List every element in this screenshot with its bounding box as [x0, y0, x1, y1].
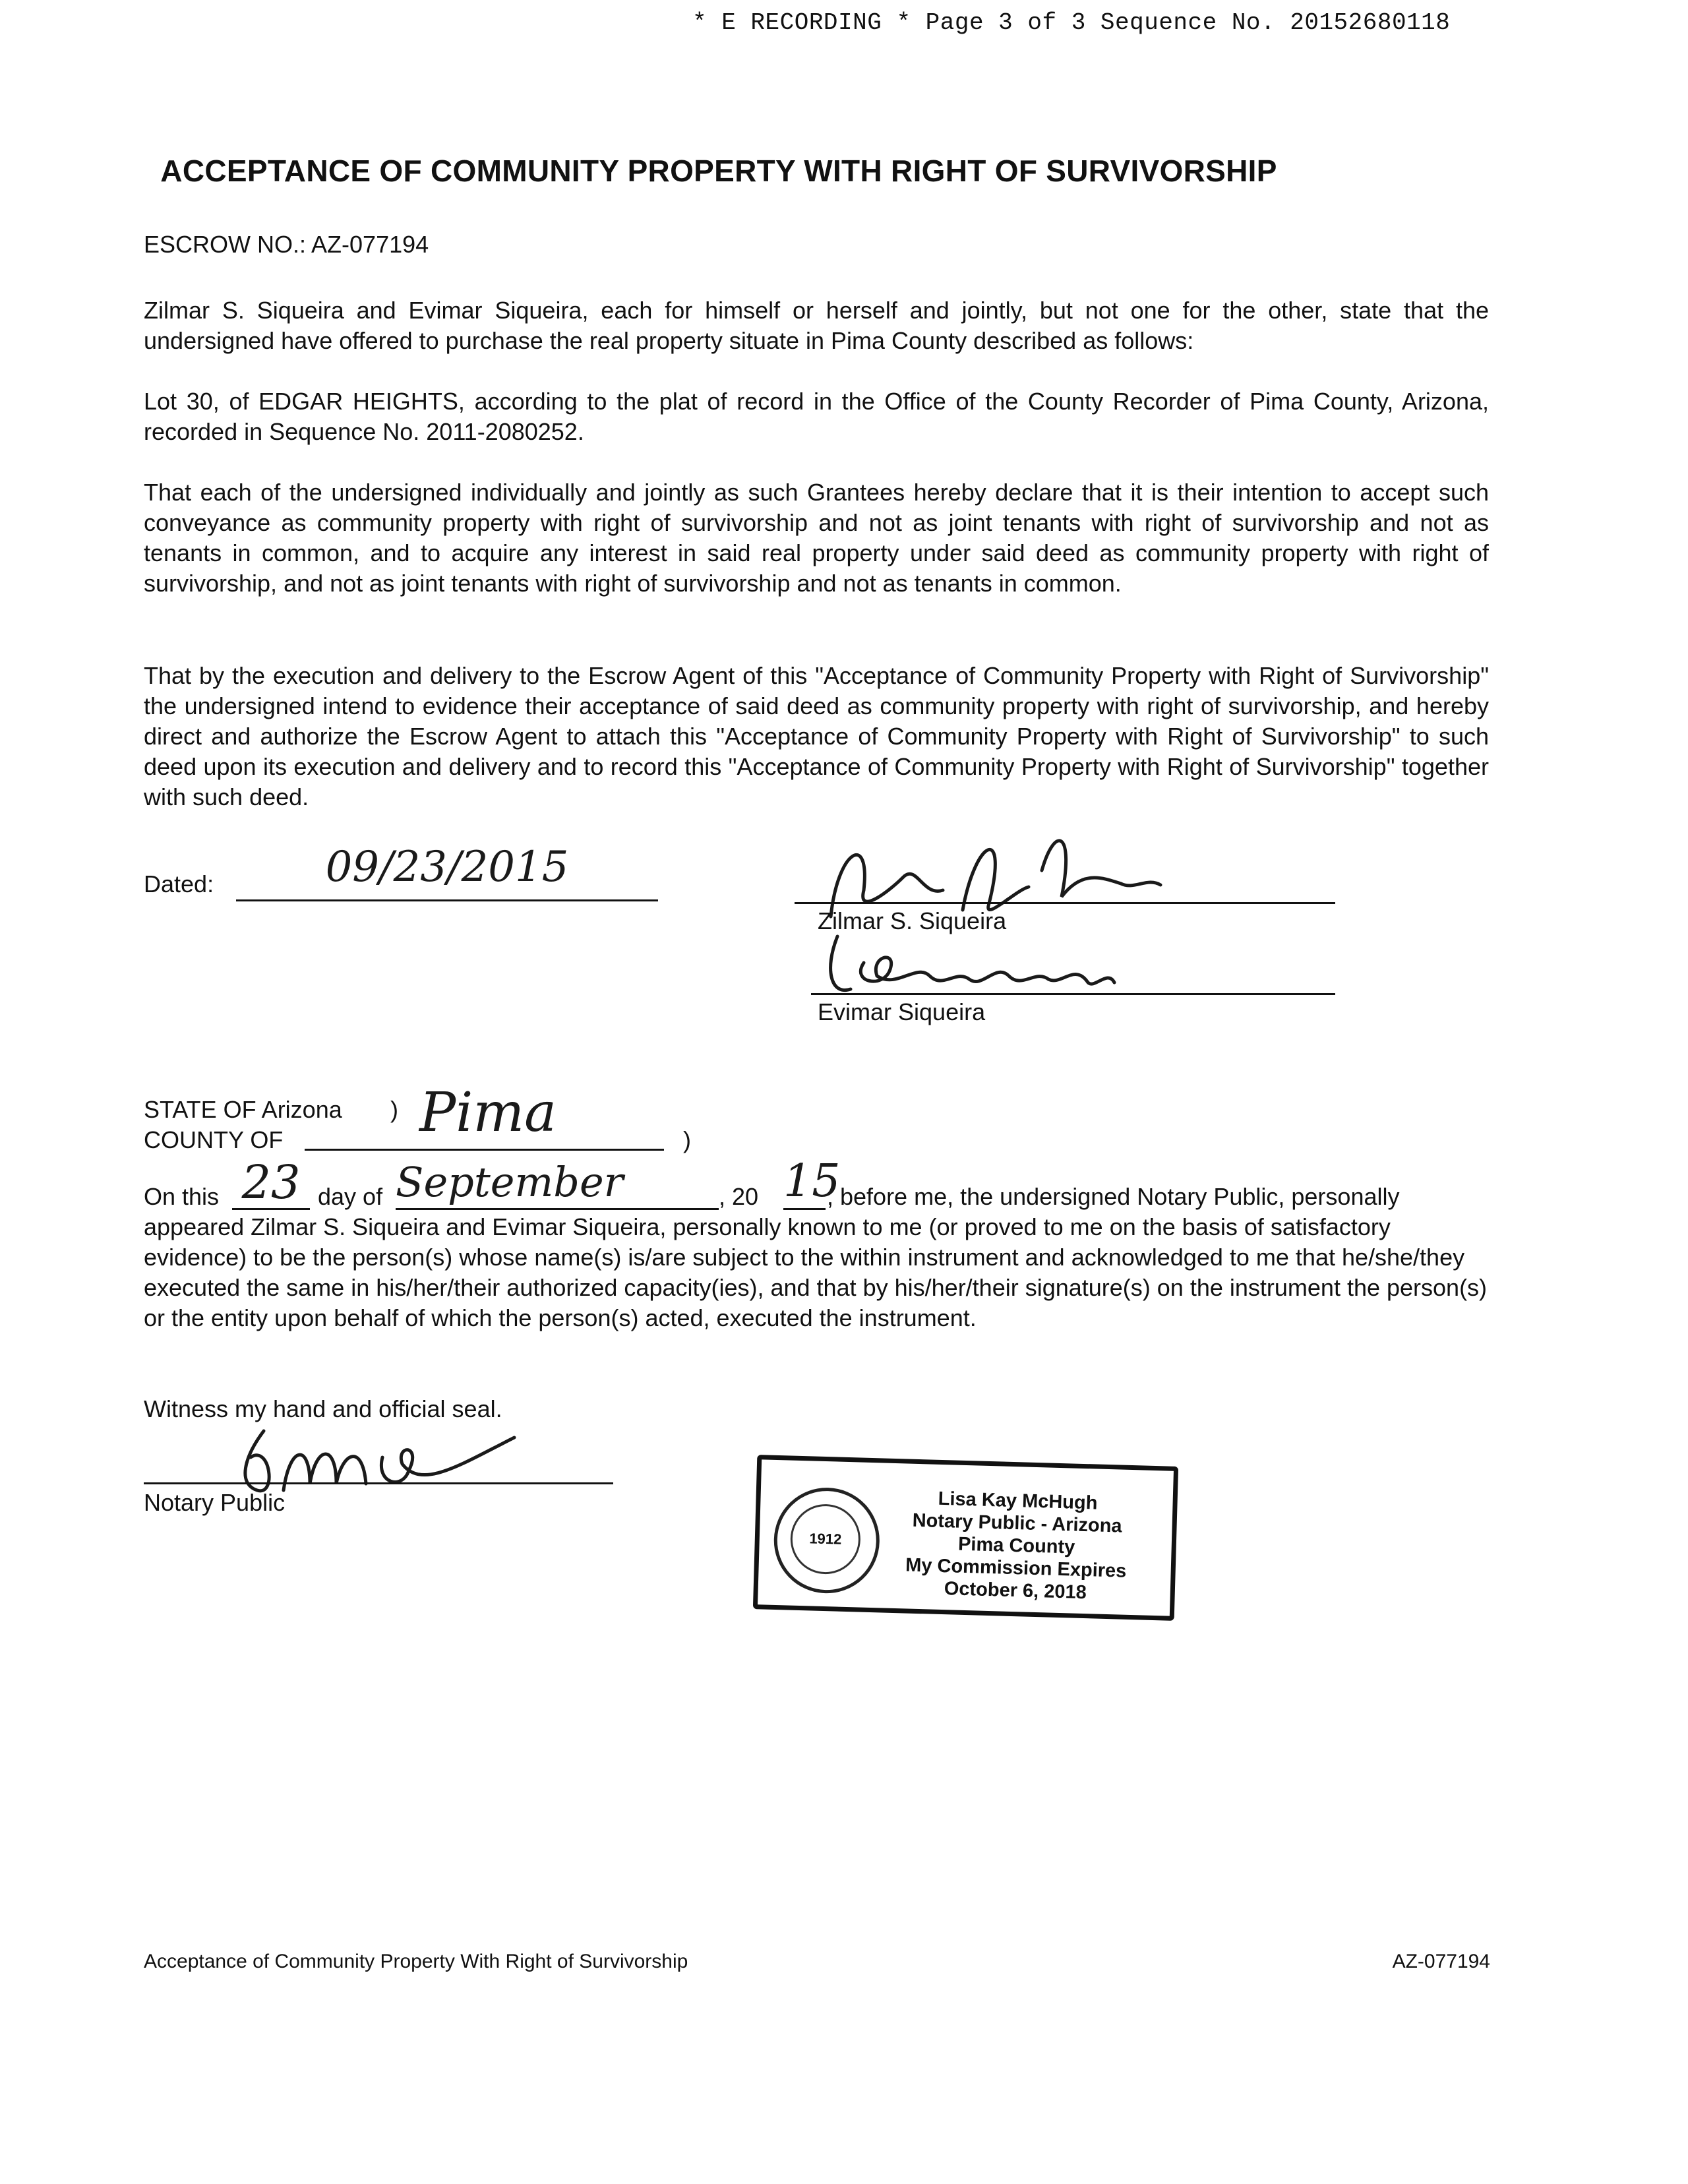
before-me-text: , before me, the undersigned Notary Public, personally: [827, 1183, 1400, 1210]
day-of-label: day of: [318, 1183, 383, 1210]
day-value: 23: [241, 1155, 301, 1209]
footer-escrow-number: AZ-077194: [1392, 1951, 1490, 1972]
county-paren: ): [683, 1126, 691, 1153]
signer-name-evimar: Evimar Siqueira: [818, 998, 986, 1025]
document-title: ACCEPTANCE OF COMMUNITY PROPERTY WITH RIGHT OF SURVIVORSHIP: [160, 154, 1277, 188]
seal-notary-name: Lisa Kay McHugh: [938, 1488, 1098, 1514]
seal-emblem-year: 1912: [789, 1503, 861, 1575]
paragraph-legal-description: Lot 30, of EDGAR HEIGHTS, according to the plat of record in the Office of the County Recorder of Pima County, Arizona, recorded in Sequence No. 2011-2080252.: [144, 388, 1489, 445]
signature-line-1: [795, 902, 1335, 904]
notary-signature-line: [144, 1482, 613, 1484]
county-value: Pima: [419, 1081, 557, 1144]
seal-expiration-date: October 6, 2018: [944, 1578, 1087, 1604]
seal-commission-label: My Commission Expires: [905, 1554, 1127, 1582]
state-label: STATE OF Arizona: [144, 1096, 342, 1123]
signature-line-2: [811, 993, 1335, 995]
dated-label: Dated:: [144, 870, 214, 897]
year-value: 15: [783, 1155, 841, 1207]
notary-seal-stamp: [753, 1455, 1178, 1621]
escrow-value: AZ-077194: [311, 231, 429, 258]
county-label: COUNTY OF: [144, 1126, 284, 1153]
paragraph-grantees: Zilmar S. Siqueira and Evimar Siqueira, each for himself or herself and jointly, but not one for the other, state that the undersigned have offered to purchase the real property situate in Pima County described as follows:: [144, 297, 1489, 354]
paragraph-escrow-direction: That by the execution and delivery to the Escrow Agent of this "Acceptance of Community Property with Right of Survivorship" the undersigned intend to evidence their acceptance of said deed as community property with right of survivorship, and hereby direct and authorize the Escrow Agent to attach this "Acceptance of Community Property with Right of Survivorship" to such deed upon its execution and delivery and to record this "Acceptance of Community Property with Right of Survivorship" together with such deed.: [144, 662, 1489, 810]
state-paren: ): [390, 1096, 398, 1123]
seal-county: Pima County: [957, 1533, 1075, 1558]
escrow-number: [144, 229, 429, 260]
notary-public-label: Notary Public: [144, 1489, 286, 1516]
signer-name-zilmar: Zilmar S. Siqueira: [818, 907, 1007, 934]
paragraph-intention: That each of the undersigned individually and jointly as such Grantees hereby declare that it is their intention to accept such conveyance as community property with right of survivorship and not as joint tenants with right of survivorship and not as tenants in common, and to acquire any interest in said real property under said deed as community property with right of survivorship, and not as joint tenants with right of survivorship and not as tenants in common.: [144, 479, 1489, 597]
recording-header: * E RECORDING * Page 3 of 3 Sequence No. 20152680118: [692, 9, 1451, 36]
year-prefix: , 20: [719, 1183, 759, 1210]
acknowledgment-paragraph: appeared Zilmar S. Siqueira and Evimar Siqueira, personally known to me (or proved to me on the basis of satisfactory evidence) to be the person(s) whose name(s) is/are subject to the within instrument and acknowledged to me that he/she/they executed the same in his/her/their authorized capacity(ies), and that by his/her/their signature(s) on the instrument the person(s) or the entity upon behalf of which the person(s) acted, executed the instrument.: [144, 1213, 1488, 1331]
seal-text: [896, 1486, 1137, 1605]
escrow-label: ESCROW NO.:: [144, 231, 307, 258]
witness-text: Witness my hand and official seal.: [144, 1395, 502, 1422]
seal-title: Notary Public - Arizona: [912, 1509, 1123, 1537]
state-seal-emblem: [773, 1486, 881, 1594]
month-line: [396, 1208, 719, 1210]
year-line: [783, 1208, 826, 1210]
on-this-label: On this: [144, 1183, 220, 1210]
dated-value: 09/23/2015: [325, 843, 569, 892]
county-line: [305, 1149, 664, 1151]
signature-evimar: [811, 923, 1154, 1009]
day-line: [232, 1208, 310, 1210]
month-value: September: [396, 1158, 624, 1206]
footer-document-title: Acceptance of Community Property With Right of Survivorship: [144, 1951, 688, 1972]
dated-line: [236, 899, 658, 901]
